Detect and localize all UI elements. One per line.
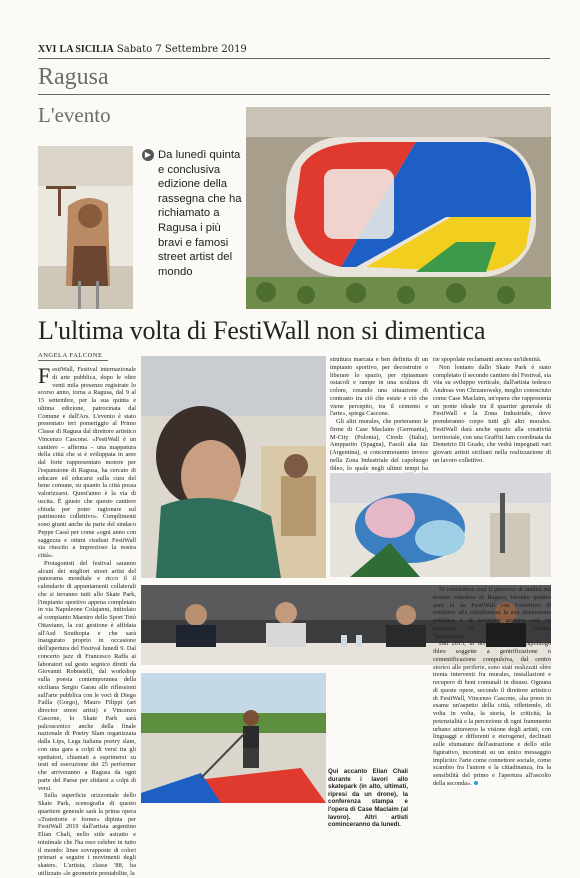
byline-rule bbox=[38, 360, 108, 361]
drop-cap: F bbox=[38, 363, 51, 388]
article-column-3 bbox=[330, 356, 428, 472]
paragraph: Protagonisti del festival saranno alcuni dei migliori street artist del panorama mondiale e ricco il il calendario di appuntamenti collaterali che si terranno tutti allo Skate Park, l'impianto sportivo appena completato in via Napoleone Colajanni, intitolato al compianto Maestro dello Sport Totò Ottaviano, la cui gestione è affidata all'Asd Southopia e che sarà inaugurato proprio in occasione dell'apertura del Festival lunedì 9. Dal concerto jazz di Francesco Raffa ai laboratori sul gesto segnico diretti da Giovanni Robustelli, dal workshop sulla poesia contemporanea della siciliana Sergio Garau alle riflessioni sull'arte pubblica con le voci di Diego Failla (Gorgo), Mauro Filippi (art director street artist) e Vincenzo Cascone, lo Skate Park sarà palcoscenico anche della finale nazionale di Poetry Slam organizzata dalla Lips, Lega italiana poetry slam, con una gara a colpi di versi tra gli spettatori, chiamati a esprimersi su testi ed esecuzione dei 25 performer che arriveranno a Ragusa da ogni parte del Paese per sfidarsi a colpi di versi. bbox=[38, 559, 136, 792]
article-column-1 bbox=[38, 363, 136, 877]
article-byline: ANGELA FALCONE bbox=[38, 352, 103, 359]
page-number: XVI bbox=[38, 44, 57, 55]
paragraph: rie spopolate reclamanti ancora un'identità. bbox=[433, 356, 542, 363]
header-rule bbox=[38, 58, 550, 59]
page-masthead bbox=[38, 44, 247, 55]
paragraph: Non lontano dallo Skate Park è stato completato il secondo cantiere del Festival, sia vita su sviluppo verticale, dall'artista tedesco Andreas von Chrzanowsky, meglio conosciuto come Case Maclaim, un'opera che rappresenta un ponte ideale tra il quartier generale di FestiWall e la Zona Industriale, dove prenderanno corpo tutti gli altri murales. FestiWall darà anche spazio alla creatività territoriale, con una Graffiti Jam coordinata da Demetrio Di Grado, che vedrà impegnati vari giovani artisti siciliani nella realizzazione di un lavoro collettivo. bbox=[433, 363, 551, 464]
article-headline: L'ultima volta di FestiWall non si dimentica bbox=[38, 316, 486, 345]
artist-portrait-photo bbox=[38, 146, 133, 309]
lead-paragraph bbox=[144, 148, 243, 279]
artist-painting-photo bbox=[141, 673, 326, 803]
arrow-bullet-icon: ▶ bbox=[142, 149, 154, 161]
section-rule bbox=[38, 94, 550, 95]
photo-caption: Qui accanto Elian Chali durante i lavori allo skatepark (in alto, ultimati, ripresi da un drone), la conferenza stampa e l'opera di Case Maclaim (al lavoro). Altri artisti cominceranno da lunedì. bbox=[328, 768, 408, 829]
paragraph: Dal 2015, in diverse aree del capoluogo ibleo soggette a gentrificazione o cementificazione compulsiva, dal centro storico alle periferie, sono stati realizzati oltre trenta interventi fra murales, installazioni e recupero di beni comunali in disuso. Ognuna di queste opere, secondo il direttore artistico di FestiWall, Vincenzo Cascone, «ha preso in esame un'aspetto della città, riflettendo, di volta in volta, la storia, le criticità, la potenzialità e la percezione di ogni frammento urbano attraverso la visione degli artisti, con linguaggi e differenti e eterogenei, declinati sulle sfumature dell'astrazione e dello stile figurativo, incontrati su un unico messaggio implicito: l'arte come connettore sociale, come scambio fra l'autore e la cittadinanza, fra la sensibilità del primo e l'apertura all'ascolto della seconda». bbox=[433, 640, 551, 787]
skatepark-aerial-photo bbox=[246, 107, 551, 309]
newspaper-name: LA SICILIA bbox=[59, 44, 114, 55]
paragraph: estiWall, Festival internazionale di arte pubblica, dopo le oltre venti mila presenze registrate lo scorso anno, torna a Ragusa, dal 9 al 15 settembre, per la sua quinta e ultima edizione, patrocinata dal Comune e dall'Ars. L'evento è stato presentato ieri pomeriggio al Primo Classe di Ragusa dal direttore artistico Vincenzo Cascone. «FestiWall è un cantiere – afferma – una mappatura della città che si è sviluppata in aree dal forte rappresentato motore per l'espansione di Ragusa, ha cercato di educare ed educarsi sulla cura del bene comune, su quanto la città possa valorizzarsi. Quest'anno è la via di uscita. È giusto che questo cantiere chiuda per poter ragionare sul patrimonio collettivo». Complimenti sono giunti anche da parte del sindaco Peppe Cassì per come «ogni anno con saggezza e ottimi risultati FestiWall sia riuscito a imprezioso la nostra città». bbox=[38, 366, 136, 559]
paragraph: struttura marcata e ben definita di un impianto sportivo, per decostruire e liberare lo spazio, per ripiasmare ostacoli e rampe in una scultura di colore, creando una situazione di contrasto tra ciò che esiste e ciò che viene percepito, tra il cemento e l'arte», spiega Cascone. bbox=[330, 356, 428, 418]
kicker: L'evento bbox=[38, 103, 111, 127]
paragraph: Sulla superficie orizzontale dello Skate Park, scenografia di questo quartiere generale sarà la prima opera «Traiettorie e forme» dipinta per FestiWall 2019 dall'artista argentino Elian Chali, nello stile astratto e minimale che l'ha reso celebre in tutto il mondo: linee sovrapposte di colori primari a seguire i movimenti degli skaters. L'artista, classe '88, ha utilizzato «le geometrie prestabilite, la bbox=[38, 792, 136, 877]
paragraph: Si concluderà così il percorso di analisi sul tessuto cittadino di Ragusa, iniziato quattro anni fa da FestiWall con l'obiettivo di restituire alla cittadinanza la sua dimensione pubblica e di fruizione gratuita con un processo di rigenerazione urbana "partecipata". bbox=[433, 586, 551, 640]
lead-text: Da lunedì quinta e conclusiva edizione della rassegna che ha richiamato a Ragusa i più bravi e famosi street artist del mondo bbox=[158, 149, 242, 278]
mural-flowers-photo bbox=[330, 473, 551, 577]
end-of-article-icon bbox=[474, 781, 478, 785]
article-column-5 bbox=[433, 586, 551, 803]
issue-date: Sabato 7 Settembre 2019 bbox=[116, 44, 247, 55]
section-title: Ragusa bbox=[38, 64, 109, 90]
article-column-4 bbox=[433, 356, 551, 476]
mural-woman-photo bbox=[141, 356, 326, 578]
paragraph: Gli altri murales, che porteranno le firme di Case Maclaim (Germania), M-City (Polonia), Ciredz (Italia), Ampparito (Spagna), Fasoli aka Jaz (Argentina), si concentreranno invece nella Zona Industriale del capoluogo ibleo, lo quale negli ultimi tempi ha bbox=[330, 418, 428, 472]
